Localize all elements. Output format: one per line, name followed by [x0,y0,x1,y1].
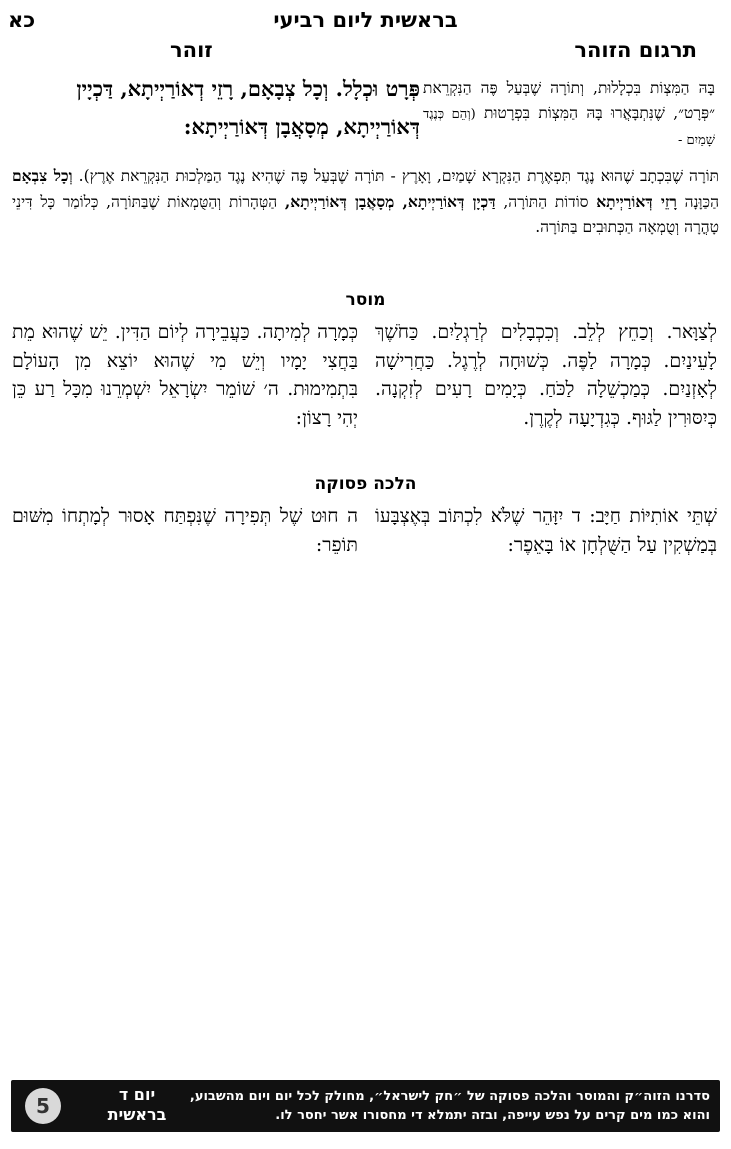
targum-column-text [423,76,715,153]
day-number-badge: 5 [25,1088,61,1124]
footer-text [150,1087,710,1125]
targum-wide-bold-2: רָזֵי דְּאוֹרַיְיתָא [596,192,677,211]
targum-wide-text-4: הַטְּהָרוֹת וְהַטֻּמְאוֹת שֶׁבַּתּוֹרָה, כְּלוֹמַר כָּל דִּינֵי טָהֳרָה וְטֻמְאָה הַכְּתוּבִים בַּתּוֹרָה. [12,193,719,236]
page-title: בראשית ליום רביעי [273,8,458,32]
halacha-text-left: ה חוּט שֶׁל תְּפִירָה שֶׁנִּפְתַּח אָסוּר לְמָתְחוֹ מִשּׁוּם תּוֹפֵר: [12,505,358,556]
halacha-heading: הלכה פסוקה [314,474,417,494]
targum-text: בָּהּ הַמִּצְוֹת בִּכְלָלוּת, וְתוֹרָה שֶׁבְּעַל פֶּה הַנִּקְרֵאת ״פְּרָט״, שֶׁנִּתְבָּאֲרוּ בָּהּ הַמִּצְוֹת בִּפְרָטוּת [423,79,716,122]
footer-day-label [93,1085,181,1125]
zohar-text: פְּרָט וּכְלָל. וְכָל צְבָאָם, רָזֵי דְאוֹרַיְיתָא, דַּכְיָין דְּאוֹרַיְיתָא, מְסָאֲבָן דְּאוֹרַיְיתָא: [76,76,420,139]
footer-day-line-1: יום ד [118,1085,156,1104]
targum-heading: תרגום הזוהר [574,38,697,62]
targum-wide-text-2: הַכַּוָּנָה [684,193,720,211]
musar-text-right: לְצַוָּאר. וְכַחֵץ לְלֵב. וְכִכְבָלִים לְרַגְלַיִם. כַּחֹשֶׁךְ לָעֵינַיִם. כְּמָרָה לַפֶּה. כְּשׁוּחָה לְרֶגֶל. כַּחֲרִישָׁה לְאָזְנַיִם. כְּמַכְשֵׁלָה לַכֹּחַ. כְּיָמִים רָעִים לְזִקְנָה. כְּיִסּוּרִין לַגּוּף. כְּגִדְיָעָה לְקֶרֶן. [375,321,717,429]
targum-wide-bold-1: וְכָל צִבְאָם [12,166,73,185]
footer-line-1: סדרנו הזוה״ק והמוסר והלכה פסוקה של ״חק לישראל״, מחולק לכל יום ויום מהשבוע, [189,1089,710,1104]
footer-day-line-2: בראשית [107,1105,167,1124]
zohar-heading: זוהר [170,38,213,62]
page-number: כא [8,8,36,32]
targum-wide-text-3: סוֹדוֹת הַתּוֹרָה, [503,193,589,211]
targum-wide-text-1: תּוֹרָה שֶׁבִּכְתָב שֶׁהוּא נֶגֶד תִּפְאֶרֶת הַנִּקְרָא שָׁמַיִם, וָאָרֶץ - תּוֹרָה שֶׁבְּעַל פֶּה שֶׁהִיא נֶגֶד הַמַּלְכוּת הַנִּקְרֵאת אֶרֶץ). [78,167,719,185]
targum-continuation [12,163,719,240]
musar-text-left: כְּמָרָה לְמִיתָה. כַּעֲבֵירָה לְיוֹם הַדִּין. יֵשׁ שֶׁהוּא מֵת בַּחֲצִי יָמָיו וְיֵשׁ מִי שֶׁהוּא יוֹצֵא מִן הָעוֹלָם בִּתְמִימוּת. ה׳ שׁוֹמֵר יִשְׂרָאֵל יִשְׁמְרֵנוּ מִכָּל רַע כֵּן יְהִי רָצוֹן: [12,321,358,429]
musar-heading: מוסר [345,290,386,310]
targum-wide-bold-3: דַּכְיָן דְּאוֹרַיְיתָא, מְסָאֲבָן דְּאוֹרַיְיתָא, [284,192,496,211]
footer-line-2: והוא כמו מים קרים על נפש עייפה, ובזה יתמלא די מחסורו אשר יחסר לו. [275,1108,710,1123]
halacha-text-right: שְׁתֵּי אוֹתִיּוֹת חַיָּב: ד יִזָּהֵר שֶׁלֹּא לִכְתּוֹב בְּאֶצְבָּעוֹ בְּמַשְׁקִין עַל הַשֻּׁלְחָן אוֹ בָּאֵפֶר: [375,505,717,556]
targum-text-small: (וְהֵם כְּנֶגֶד שָׁמַיִם - [423,107,715,148]
footer-banner [11,1080,720,1132]
